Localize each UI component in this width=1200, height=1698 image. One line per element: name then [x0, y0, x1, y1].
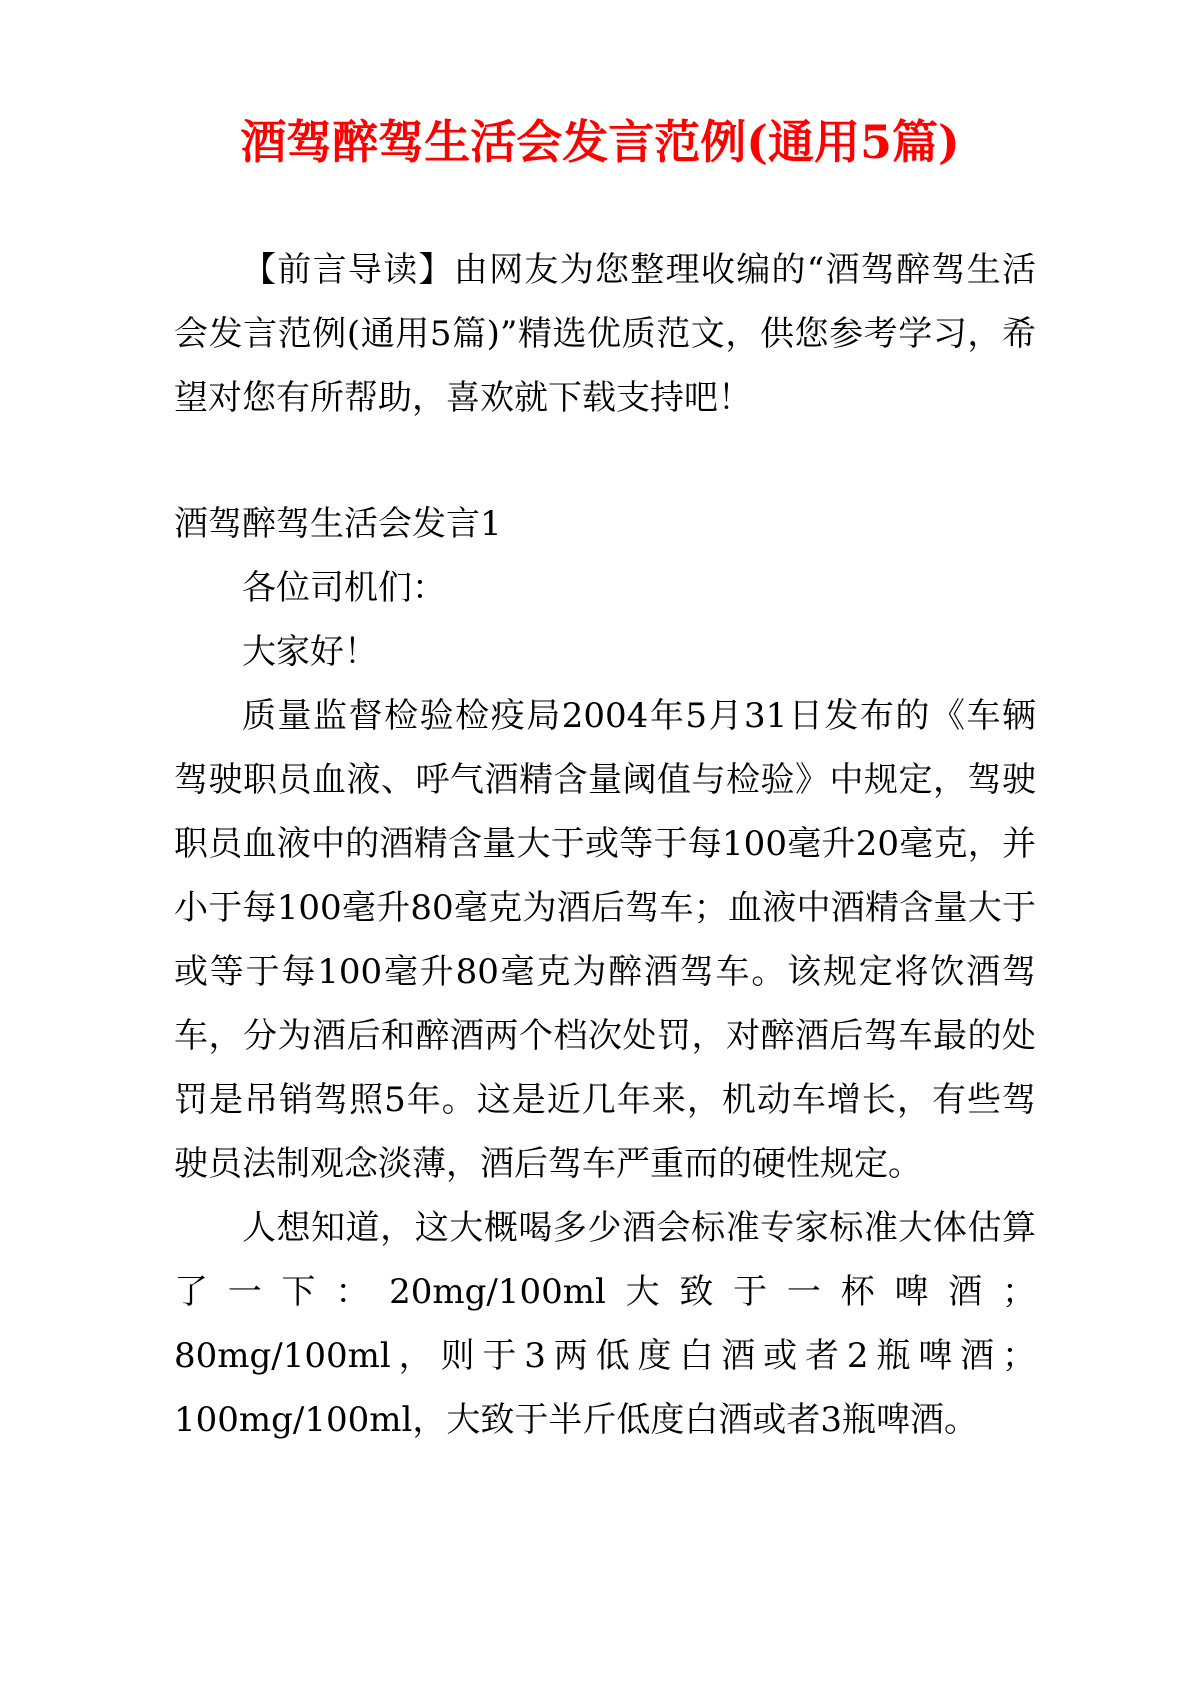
section-heading: 酒驾醉驾生活会发言1	[174, 504, 502, 544]
intro-paragraph: 【前言导读】由网友为您整理收编的“酒驾醉驾生活会发言范例(通用5篇)”精选优质范文，供您参考学习，希望对您有所帮助，喜欢就下载支持吧！	[174, 250, 1036, 418]
greeting-paragraph: 大家好！	[242, 632, 378, 672]
estimate-paragraph: 人想知道，这大概喝多少酒会标准专家标准大体估算了一下：20mg/100ml大致于一杯啤酒；80mg/100ml，则于3两低度白酒或者2瓶啤酒；100mg/100ml，大致于半斤低度白酒或者3瓶啤酒。	[174, 1208, 1036, 1440]
speech-content	[174, 492, 1036, 1452]
document-title: 酒驾醉驾生活会发言范例(通用5篇)	[240, 115, 960, 169]
regulation-paragraph: 质量监督检验检疫局2004年5月31日发布的《车辆驾驶职员血液、呼气酒精含量阈值与检验》中规定，驾驶职员血液中的酒精含量大于或等于每100毫升20毫克，并小于每100毫升80毫克为酒后驾车；血液中酒精含量大于或等于每100毫升80毫克为醉酒驾车。该规定将饮酒驾车，分为酒后和醉酒两个档次处罚，对醉酒后驾车最的处罚是吊销驾照5年。这是近几年来，机动车增长，有些驾驶员法制观念淡薄，酒后驾车严重而的硬性规定。	[174, 696, 1036, 1184]
salutation-paragraph: 各位司机们：	[242, 568, 446, 608]
intro-block	[174, 238, 1036, 430]
